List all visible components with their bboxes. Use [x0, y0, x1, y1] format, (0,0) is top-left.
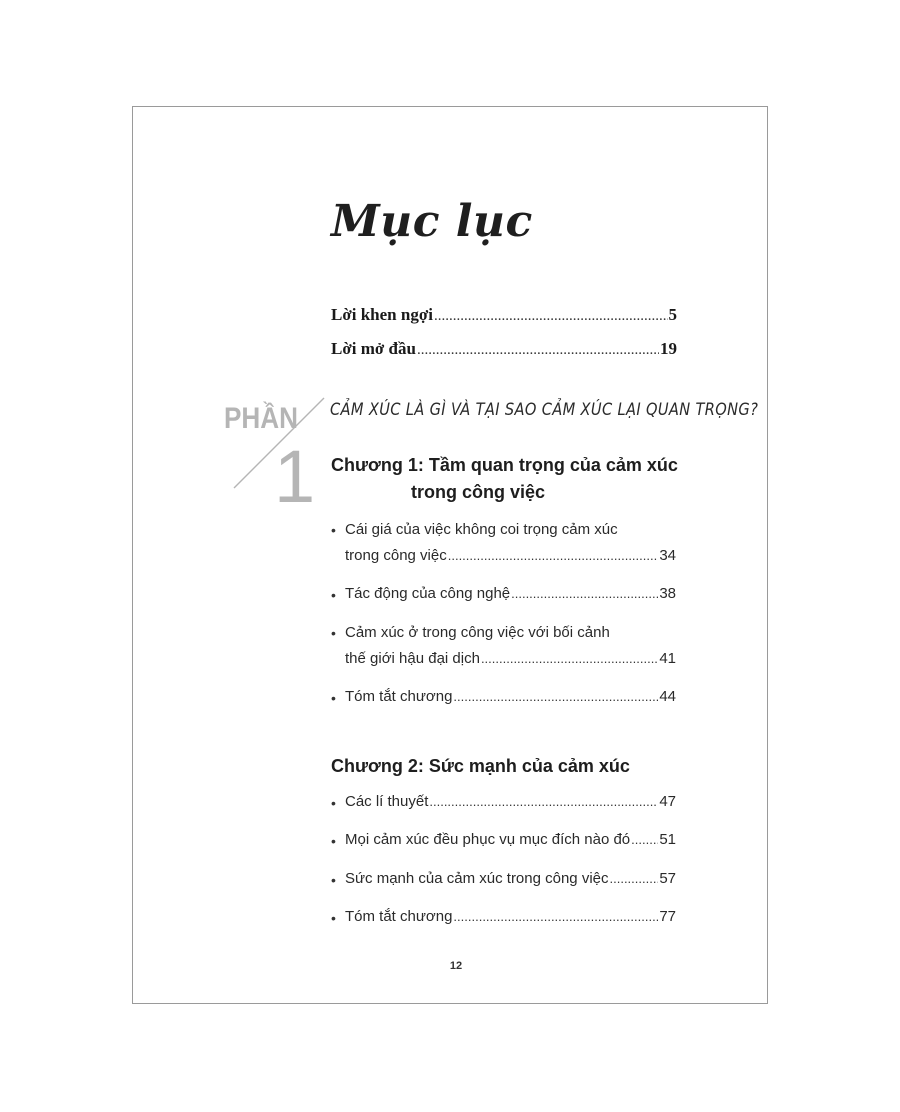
- dot-leader: [453, 689, 658, 704]
- dot-leader: [511, 586, 658, 601]
- dot-leader: [434, 308, 668, 325]
- toc-entry[interactable]: [345, 793, 676, 817]
- toc-entry-label: Tác động của công nghệ: [345, 585, 511, 602]
- toc-entry-page: 44: [659, 688, 676, 705]
- toc-entry[interactable]: [345, 650, 676, 674]
- toc-entry-page: 38: [659, 585, 676, 602]
- dot-leader: [453, 909, 658, 924]
- dot-leader: [429, 794, 658, 809]
- chapter-1-title[interactable]: Chương 1: Tầm quan trọng của cảm xúc: [331, 455, 678, 475]
- toc-entry-label: Các lí thuyết: [345, 793, 429, 810]
- toc-entry-label: Tóm tắt chương: [345, 908, 453, 925]
- dot-leader: [481, 651, 658, 666]
- toc-entry[interactable]: [345, 870, 676, 894]
- page-number: 12: [449, 960, 463, 972]
- bullet-icon: •: [331, 872, 336, 888]
- toc-entry-page: 41: [659, 650, 676, 667]
- toc-entry-line1: Cảm xúc ở trong công việc với bối cảnh: [345, 624, 610, 641]
- bullet-icon: •: [331, 625, 336, 641]
- part-word: PHẦN: [224, 402, 310, 435]
- toc-entry-label: Sức mạnh của cảm xúc trong công việc: [345, 870, 609, 887]
- bullet-icon: •: [331, 795, 336, 811]
- toc-entry-page: 19: [660, 339, 677, 358]
- toc-entry-page: 34: [659, 547, 676, 564]
- part-marker: [222, 396, 332, 508]
- toc-entry-label: thế giới hậu đại dịch: [345, 650, 480, 667]
- bullet-icon: •: [331, 587, 336, 603]
- bullet-icon: •: [331, 522, 336, 538]
- dot-leader: [417, 342, 659, 359]
- dot-leader: [610, 871, 659, 886]
- part-number: 1: [274, 435, 316, 508]
- chapter-1-title-line2[interactable]: trong công việc: [411, 482, 546, 502]
- chapter-2-title[interactable]: Chương 2: Sức mạnh của cảm xúc: [331, 756, 630, 776]
- page-title: Mục lục: [331, 196, 533, 247]
- toc-entry-page: 57: [659, 870, 676, 887]
- toc-entry-label: trong công việc: [345, 547, 447, 564]
- toc-entry-preface[interactable]: [331, 339, 677, 363]
- bullet-icon: •: [331, 910, 336, 926]
- dot-leader: [448, 548, 659, 563]
- toc-entry[interactable]: [345, 831, 676, 855]
- toc-entry[interactable]: [345, 688, 676, 712]
- toc-entry-page: 5: [668, 305, 677, 324]
- part-title: CẢM XÚC LÀ GÌ VÀ TẠI SAO CẢM XÚC LẠI QUAN TRỌNG?: [330, 400, 759, 420]
- dot-leader: [631, 832, 658, 847]
- toc-entry-label: Lời mở đầu: [331, 339, 416, 358]
- toc-entry[interactable]: [345, 547, 676, 571]
- toc-entry[interactable]: [345, 908, 676, 932]
- toc-entry-page: 47: [659, 793, 676, 810]
- toc-entry-page: 77: [659, 908, 676, 925]
- toc-entry-praise[interactable]: [331, 305, 677, 329]
- toc-entry-page: 51: [659, 831, 676, 848]
- bullet-icon: •: [331, 833, 336, 849]
- toc-entry-label: Lời khen ngợi: [331, 305, 433, 324]
- toc-entry[interactable]: [345, 585, 676, 609]
- toc-entry-label: Tóm tắt chương: [345, 688, 453, 705]
- toc-entry-line1: Cái giá của việc không coi trọng cảm xúc: [345, 521, 618, 538]
- bullet-icon: •: [331, 690, 336, 706]
- toc-entry-label: Mọi cảm xúc đều phục vụ mục đích nào đó: [345, 831, 631, 848]
